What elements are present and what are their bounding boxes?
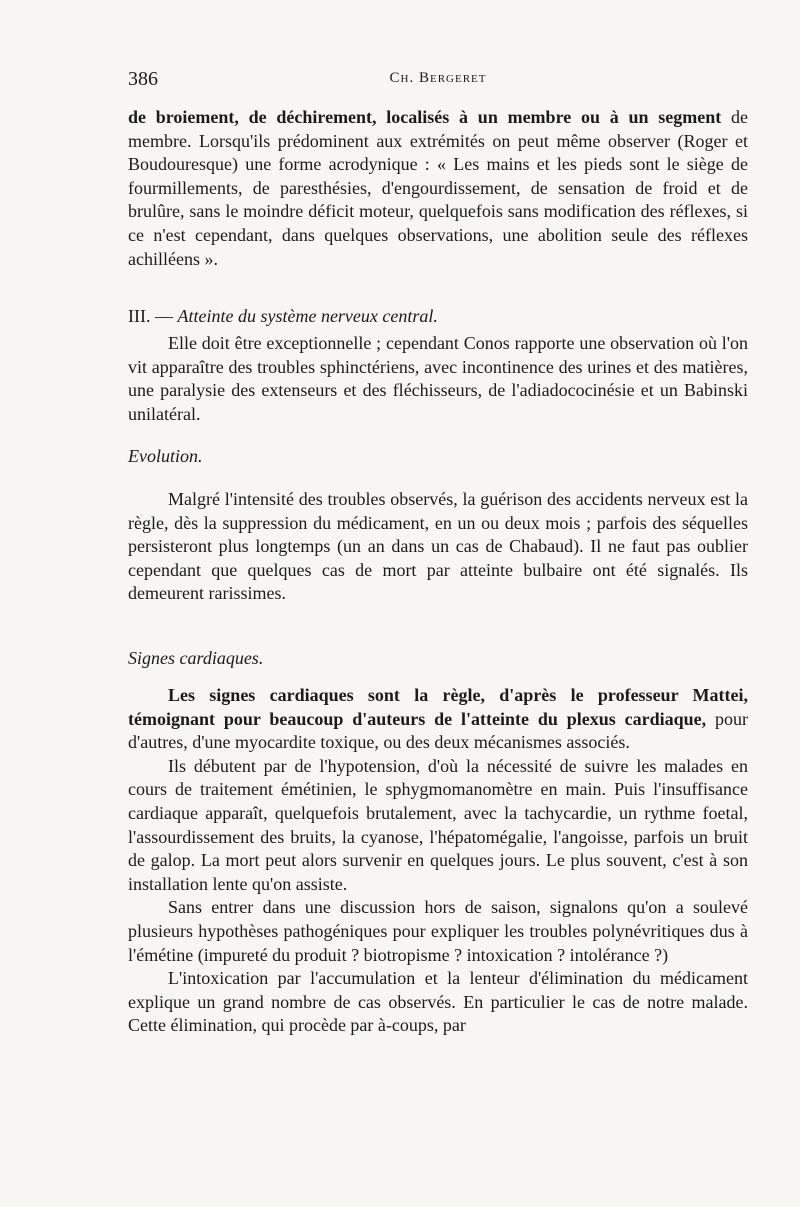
section3-block bbox=[128, 332, 748, 426]
continuation-bold-text: de broiement, de déchirement, localisés à un membre ou à un segment bbox=[128, 107, 722, 127]
cardiac-paragraph-1 bbox=[128, 684, 748, 755]
running-head: Ch. Bergeret bbox=[389, 70, 487, 86]
cardiac-paragraph-4: L'intoxication par l'accumulation et la lenteur d'élimination du médicament explique un grand nombre de cas observés. En particulier le cas de notre malade. Cette élimination, qui procède par à-coups, par bbox=[128, 968, 748, 1036]
cardiac-block bbox=[128, 684, 748, 1038]
cardiac-heading: Signes cardiaques. bbox=[128, 648, 264, 668]
evolution-paragraph: Malgré l'intensité des troubles observés, la guérison des accidents nerveux est la règle, dès la suppression du médicament, en un ou deux mois ; parfois des séquelles persisteront plus longtemps (un an dans un cas de Chabaud). Il ne faut pas oublier cependant que quelques cas de mort par atteinte bulbaire ont été signalés. Ils demeurent rarissimes. bbox=[128, 489, 748, 604]
evolution-heading: Evolution. bbox=[128, 446, 203, 466]
continuation-block bbox=[128, 106, 748, 271]
cardiac-paragraph-2: Ils débutent par de l'hypotension, d'où la nécessité de suivre les malades en cours de traitement émétinien, le sphygmomanomètre en main. Puis l'insuffisance cardiaque apparaît, quelquefois brutalement, avec la tachycardie, un rythme foetal, l'assourdissement des bruits, la cyanose, l'hépatomégalie, l'angoisse, parfois un bruit de galop. La mort peut alors survenir en quelques jours. Le plus souvent, c'est à son installation lente qu'on assiste. bbox=[128, 755, 748, 894]
continuation-text: de membre. Lorsqu'ils prédominent aux extrémités on peut même observer (Roger et Boudouresque) une forme acrodynique : « Les mains et les pieds sont le siège de fourmillements, de paresthésies, d'engourdissement, de sensation de froid et de brulûre, sans le moindre déficit moteur, quelquefois sans modification des réflexes, si ce n'est cependant, dans quelques observations, une abolition seule des réflexes achilléens ». bbox=[128, 107, 749, 269]
section-numeral: III. — bbox=[128, 306, 178, 326]
page-number: 386 bbox=[128, 68, 158, 90]
evolution-block bbox=[128, 488, 748, 606]
cardiac-paragraph-3: Sans entrer dans une discussion hors de saison, signalons qu'on a soulevé plusieurs hypothèses pathogéniques pour expliquer les troubles polynévritiques dus à l'émétine (impureté du produit ? biotropisme ? intoxication ? intolérance ?) bbox=[128, 897, 748, 965]
page-header bbox=[128, 68, 748, 94]
section-heading-3 bbox=[128, 306, 438, 327]
section-title: Atteinte du système nerveux central. bbox=[177, 306, 438, 326]
cardiac-bold-text: Les signes cardiaques sont la règle, d'après le professeur Mattei, témoignant pour beaucoup d'auteurs de l'atteinte du plexus cardiaque, bbox=[128, 685, 748, 729]
section3-paragraph: Elle doit être exceptionnelle ; cependant Conos rapporte une observation où l'on vit apparaître des troubles sphinctériens, avec incontinence des urines et des matières, une paralysie des extenseurs et des fléchisseurs, de l'adiadococinésie et un Babinski unilatéral. bbox=[128, 333, 748, 424]
continuation-paragraph bbox=[128, 106, 748, 271]
cardiac-p1-rest: pour d'autres, d'une myocardite toxique, ou des deux mécanismes associés. bbox=[128, 708, 748, 753]
